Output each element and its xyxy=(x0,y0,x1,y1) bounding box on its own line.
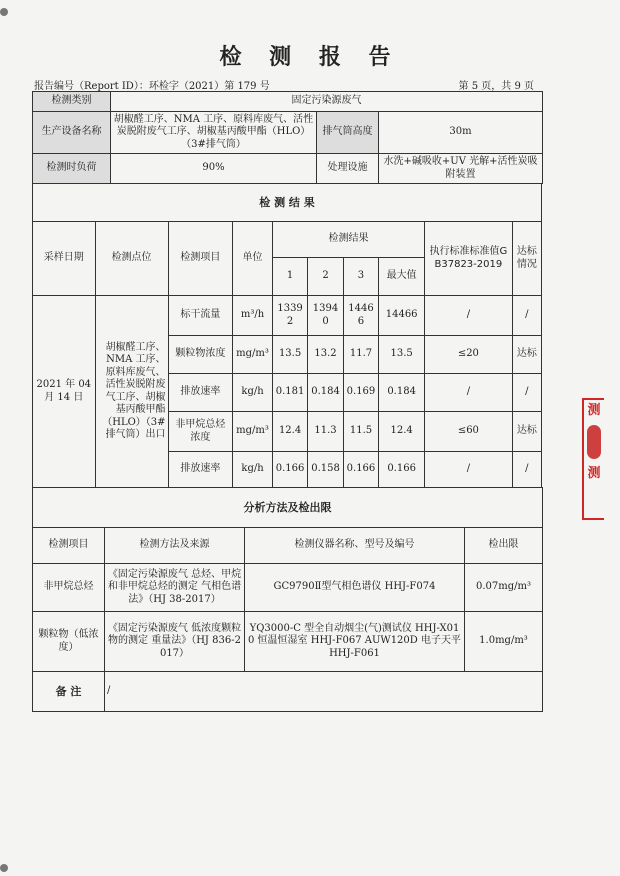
row-std: / xyxy=(425,296,513,336)
info-table xyxy=(32,91,543,184)
stamp-seal: 测 测 xyxy=(582,398,604,520)
row-v2: 13940 xyxy=(308,296,343,336)
sub-col-2: 2 xyxy=(308,258,343,296)
row-std: ≤60 xyxy=(425,412,513,452)
methods-col-item: 检测项目 xyxy=(33,528,105,564)
col-compliance-header: 达标情况 xyxy=(512,222,541,296)
load-label: 检测时负荷 xyxy=(33,154,111,184)
binding-hole xyxy=(0,864,8,872)
row-item: 排放速率 xyxy=(168,374,233,412)
results-table xyxy=(32,183,542,488)
methods-col-instrument: 检测仪器名称、型号及编号 xyxy=(245,528,465,564)
binding-hole xyxy=(0,8,8,16)
col-standard-header: 执行标准标准值GB37823-2019 xyxy=(425,222,513,296)
treatment-value: 水洗+碱吸收+UV 光解+活性炭吸附装置 xyxy=(379,154,543,184)
row-v3: 11.7 xyxy=(343,336,378,374)
row-v3: 0.169 xyxy=(343,374,378,412)
row-max: 0.184 xyxy=(379,374,425,412)
row-v2: 11.3 xyxy=(308,412,343,452)
results-section-title: 检 测 结 果 xyxy=(33,184,542,222)
row-v1: 0.181 xyxy=(272,374,307,412)
method-source: 《固定污染源废气 低浓度颗粒物的测定 重量法》（HJ 836-2017） xyxy=(105,612,245,672)
table-row xyxy=(33,564,543,612)
col-unit-header: 单位 xyxy=(233,222,273,296)
remarks-value: / xyxy=(105,672,543,712)
row-std: ≤20 xyxy=(425,336,513,374)
facility-label: 生产设备名称 xyxy=(33,112,111,154)
row-v3: 11.5 xyxy=(343,412,378,452)
category-value: 固定污染源废气 xyxy=(111,92,543,112)
sub-col-max: 最大值 xyxy=(379,258,425,296)
sampling-point: 胡椒醛工序、NMA 工序、原料库废气、活性炭脱附废气工序、胡椒基丙酸甲酯（HLO）（3#排气筒）出口 xyxy=(95,296,168,488)
row-ok: / xyxy=(512,296,541,336)
method-limit: 0.07mg/m³ xyxy=(465,564,543,612)
row-v2: 0.158 xyxy=(308,452,343,488)
row-v1: 0.166 xyxy=(272,452,307,488)
stack-height-value: 30m xyxy=(379,112,543,154)
row-unit: kg/h xyxy=(233,452,273,488)
row-max: 12.4 xyxy=(379,412,425,452)
sampling-date: 2021 年 04 月 14 日 xyxy=(33,296,96,488)
col-item-header: 检测项目 xyxy=(168,222,233,296)
report-table-wrapper xyxy=(32,91,542,712)
sub-col-3: 3 xyxy=(343,258,378,296)
row-std: / xyxy=(425,452,513,488)
row-v3: 14466 xyxy=(343,296,378,336)
col-point-header: 检测点位 xyxy=(95,222,168,296)
row-std: / xyxy=(425,374,513,412)
row-item: 非甲烷总烃浓度 xyxy=(168,412,233,452)
method-instrument: YQ3000-C 型全自动烟尘(气)测试仪 HHJ-X010 恒温恒湿室 HHJ-F067 AUW120D 电子天平 HHJ-F061 xyxy=(245,612,465,672)
methods-table xyxy=(32,487,543,712)
load-value: 90% xyxy=(111,154,317,184)
row-ok: / xyxy=(512,374,541,412)
row-unit: kg/h xyxy=(233,374,273,412)
row-v1: 13392 xyxy=(272,296,307,336)
method-limit: 1.0mg/m³ xyxy=(465,612,543,672)
page-info: 第 5 页，共 9 页 xyxy=(458,81,534,92)
row-item: 标干流量 xyxy=(168,296,233,336)
treatment-label: 处理设施 xyxy=(317,154,379,184)
report-id: 报告编号（Report ID）：环检字（2021）第 179 号 xyxy=(34,81,270,92)
method-item: 非甲烷总烃 xyxy=(33,564,105,612)
row-v2: 0.184 xyxy=(308,374,343,412)
row-unit: mg/m³ xyxy=(233,336,273,374)
row-max: 13.5 xyxy=(379,336,425,374)
row-ok: 达标 xyxy=(512,412,541,452)
row-item: 排放速率 xyxy=(168,452,233,488)
row-max: 14466 xyxy=(379,296,425,336)
row-v2: 13.2 xyxy=(308,336,343,374)
stack-height-label: 排气筒高度 xyxy=(317,112,379,154)
row-ok: / xyxy=(512,452,541,488)
table-row xyxy=(33,296,542,336)
methods-col-method: 检测方法及来源 xyxy=(105,528,245,564)
row-v3: 0.166 xyxy=(343,452,378,488)
method-source: 《固定污染源废气 总烃、甲烷和非甲烷总烃的测定 气相色谱法》（HJ 38-2017） xyxy=(105,564,245,612)
row-ok: 达标 xyxy=(512,336,541,374)
sub-col-1: 1 xyxy=(272,258,307,296)
method-item: 颗粒物（低浓度） xyxy=(33,612,105,672)
category-label: 检测类别 xyxy=(33,92,111,112)
table-row xyxy=(33,612,543,672)
methods-col-limit: 检出限 xyxy=(465,528,543,564)
methods-section-title: 分析方法及检出限 xyxy=(33,488,543,528)
row-max: 0.166 xyxy=(379,452,425,488)
col-date-header: 采样日期 xyxy=(33,222,96,296)
row-v1: 13.5 xyxy=(272,336,307,374)
facility-value: 胡椒醛工序、NMA 工序、原料库废气、活性炭脱附废气工序、胡椒基丙酸甲酯（HLO）（3#排气筒） xyxy=(111,112,317,154)
report-title: 检 测 报 告 xyxy=(219,45,401,70)
method-instrument: GC9790Ⅱ型气相色谱仪 HHJ-F074 xyxy=(245,564,465,612)
col-results-header: 检测结果 xyxy=(272,222,424,258)
row-item: 颗粒物浓度 xyxy=(168,336,233,374)
row-v1: 12.4 xyxy=(272,412,307,452)
remarks-label: 备 注 xyxy=(33,672,105,712)
row-unit: m³/h xyxy=(233,296,273,336)
row-unit: mg/m³ xyxy=(233,412,273,452)
